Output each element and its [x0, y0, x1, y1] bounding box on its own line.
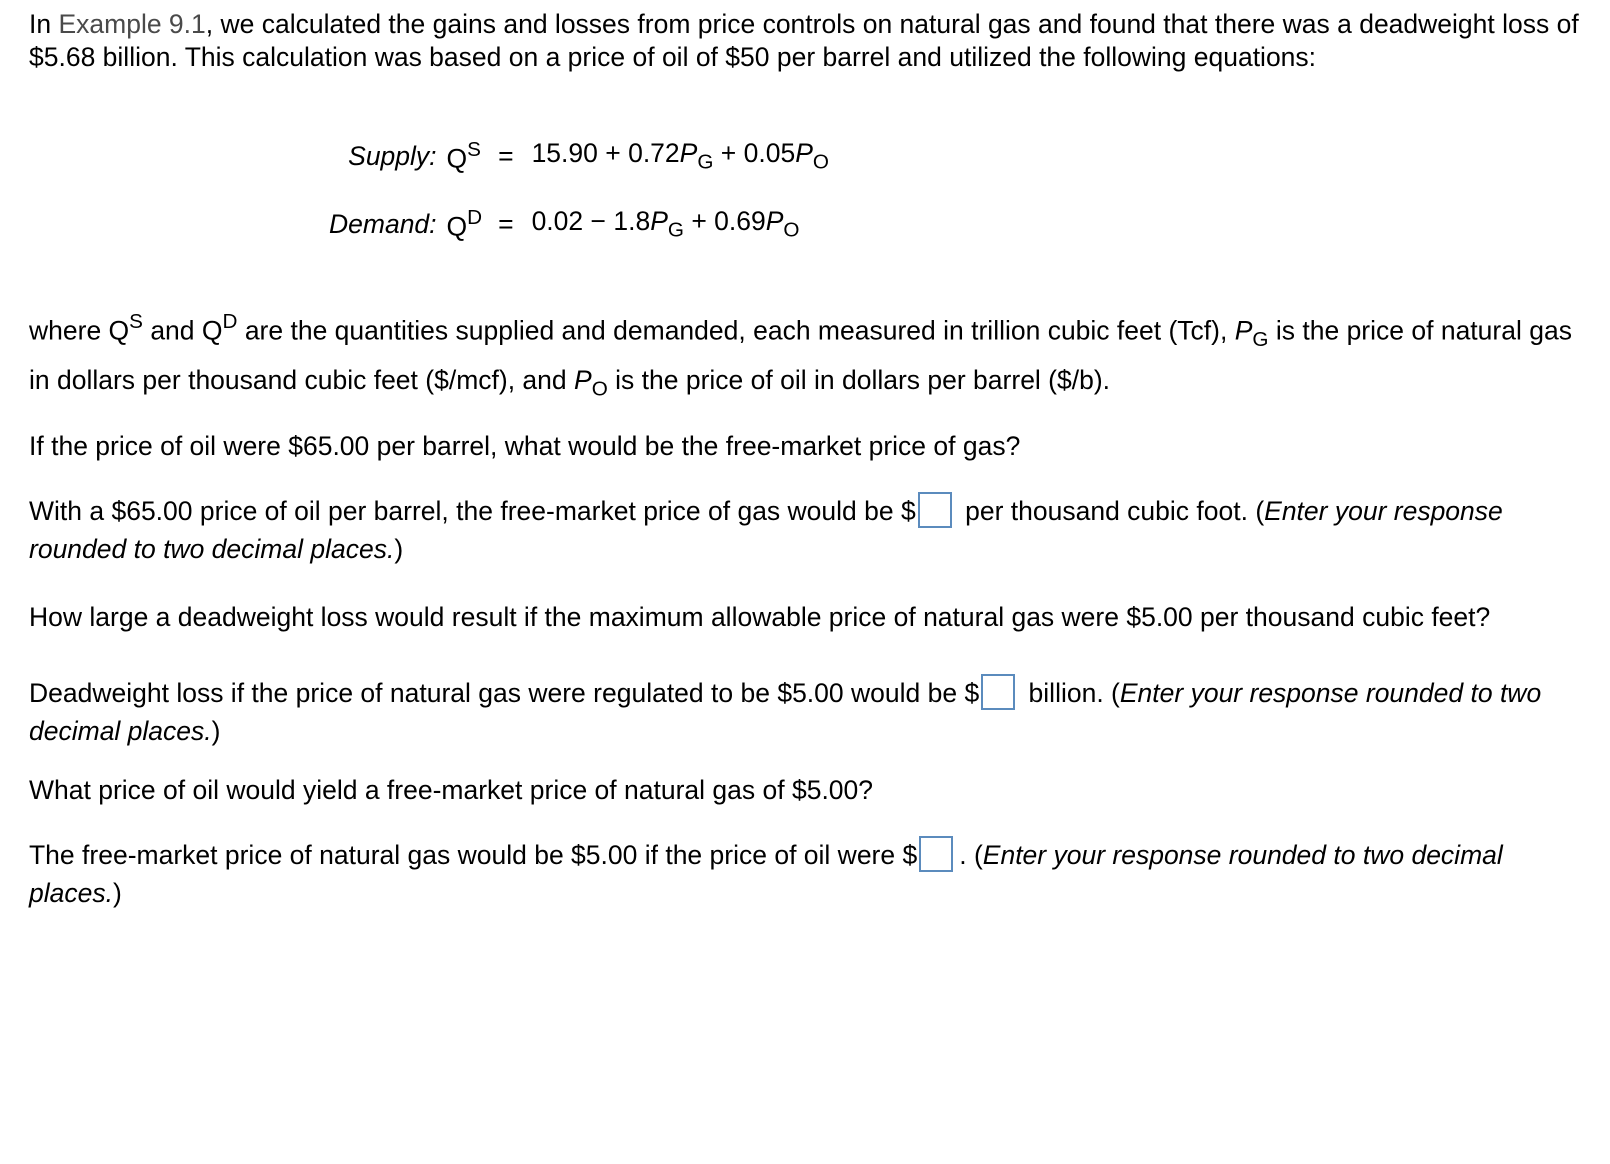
deadweight-loss-answer-input[interactable]	[981, 674, 1015, 710]
example-link[interactable]: Example 9.1	[58, 9, 206, 39]
question-2-text: How large a deadweight loss would result if the maximum allowable price of natural gas were $5.00 per thousand cubic feet?	[29, 601, 1491, 632]
gas-price-answer-input[interactable]	[918, 492, 952, 528]
supply-quantity: $Q^S$	[446, 137, 481, 174]
question-1-text: If the price of oil were $65.00 per barrel, what would be the free-market price of gas?	[29, 430, 1021, 461]
question-1-answer-line: With a $65.00 price of oil per barrel, the free-market price of gas would be $ per thousand cubic foot. (Enter your response rounded to two decimal places.)	[29, 492, 1589, 568]
question-3-text: What price of oil would yield a free-market price of natural gas of $5.00?	[29, 774, 874, 805]
supply-label: Supply:	[348, 140, 437, 171]
equations-table	[329, 122, 829, 258]
question-2-answer-line: Deadweight loss if the price of natural gas were regulated to be $5.00 would be $ billion. (Enter your response rounded to two decimal places.)	[29, 674, 1589, 750]
supply-equals: =	[498, 140, 514, 171]
question-2-hint: Enter your response rounded to two decimal places.	[29, 677, 1542, 746]
demand-equation	[329, 190, 829, 258]
intro-paragraph	[29, 8, 1589, 74]
supply-expression: $15.90 + 0.72P_G + 0.05P_O$	[531, 137, 829, 174]
demand-label: Demand:	[329, 208, 437, 239]
intro-text-start: In	[29, 9, 59, 39]
supply-equation	[329, 122, 829, 190]
question-1-hint: Enter your response rounded to two decimal places.	[29, 495, 1503, 564]
question-3-hint: Enter your response rounded to two decimal places.	[29, 839, 1503, 908]
demand-equals: =	[498, 208, 514, 239]
demand-quantity: $Q^D$	[446, 205, 483, 242]
definitions-paragraph: where $Q^S$ and $Q^D$ are the quantities supplied and demanded, each measured in trillion cubic feet (Tcf), $P_G$ is the price of natural gas in dollars per thousand cubic feet ($/mcf), and $P_O$ is the price of oil in dollars per barrel ($/b).	[29, 310, 1572, 401]
intro-text-end: , we calculated the gains and losses from price controls on natural gas and found that there was a deadweight loss of $5.68 billion. This calculation was based on a price of oil of $50 per barrel and utilized the following equations:	[29, 9, 1579, 72]
oil-price-answer-input[interactable]	[919, 836, 953, 872]
question-content	[29, 8, 1589, 912]
question-3-answer-line: The free-market price of natural gas would be $5.00 if the price of oil were $ . (Enter your response rounded to two decimal places.)	[29, 836, 1589, 912]
demand-expression: $0.02 - 1.8P_G + 0.69P_O$	[531, 205, 800, 242]
